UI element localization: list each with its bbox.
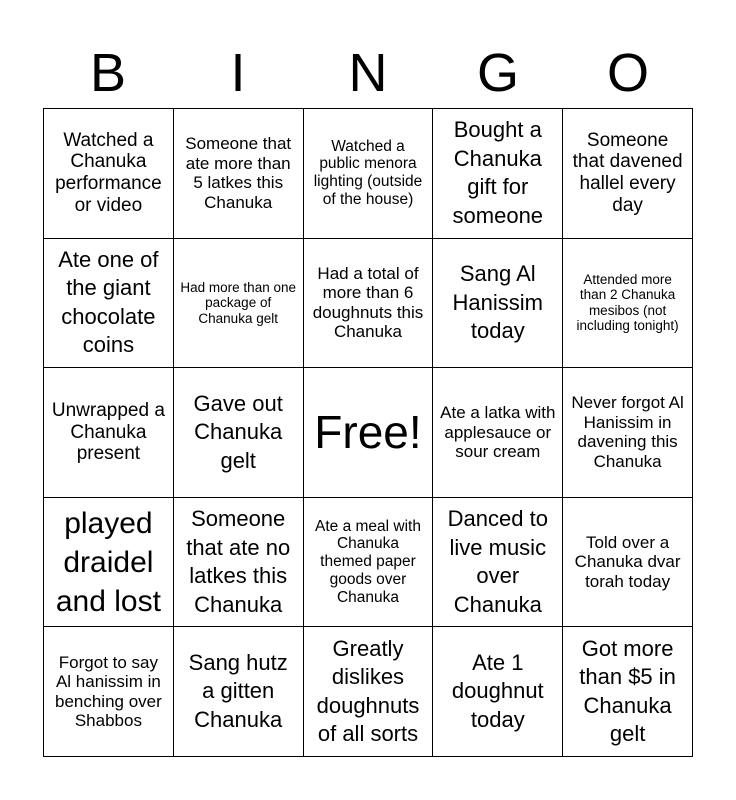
bingo-cell[interactable]: Unwrapped a Chanuka present [44, 368, 174, 498]
bingo-cell[interactable]: Sang Al Hanissim today [433, 239, 563, 369]
bingo-cell[interactable]: Gave out Chanuka gelt [174, 368, 304, 498]
bingo-cell[interactable]: Someone that ate no latkes this Chanuka [174, 498, 304, 628]
bingo-cell[interactable]: Watched a public menora lighting (outside of the house) [304, 109, 434, 239]
header-letter-o: O [606, 43, 649, 103]
bingo-cell[interactable]: played draidel and lost [44, 498, 174, 628]
bingo-cell[interactable]: Forgot to say Al hanissim in benching over Shabbos [44, 627, 174, 757]
bingo-card-grid [43, 108, 693, 757]
bingo-cell[interactable]: Told over a Chanuka dvar torah today [563, 498, 693, 628]
header-letter-i: I [230, 43, 246, 103]
bingo-cell[interactable]: Ate one of the giant chocolate coins [44, 239, 174, 369]
bingo-cell[interactable]: Had more than one package of Chanuka gelt [174, 239, 304, 369]
bingo-cell[interactable]: Ate a latka with applesauce or sour cream [433, 368, 563, 498]
bingo-cell[interactable]: Someone that ate more than 5 latkes this Chanuka [174, 109, 304, 239]
bingo-cell[interactable]: Ate a meal with Chanuka themed paper goods over Chanuka [304, 498, 434, 628]
bingo-cell[interactable]: Bought a Chanuka gift for someone [433, 109, 563, 239]
bingo-cell[interactable]: Ate 1 doughnut today [433, 627, 563, 757]
bingo-cell[interactable]: Danced to live music over Chanuka [433, 498, 563, 628]
bingo-header [43, 38, 693, 108]
bingo-cell[interactable]: Sang hutz a gitten Chanuka [174, 627, 304, 757]
header-letter-b: B [89, 43, 127, 103]
free-space[interactable]: Free! [304, 368, 434, 498]
header-letter-g: G [476, 43, 519, 103]
bingo-cell[interactable]: Had a total of more than 6 doughnuts this Chanuka [304, 239, 434, 369]
bingo-cell[interactable]: Watched a Chanuka performance or video [44, 109, 174, 239]
bingo-cell[interactable]: Never forgot Al Hanissim in davening this Chanuka [563, 368, 693, 498]
bingo-cell[interactable]: Greatly dislikes doughnuts of all sorts [304, 627, 434, 757]
bingo-cell[interactable]: Attended more than 2 Chanuka mesibos (not including tonight) [563, 239, 693, 369]
header-letter-n: N [348, 43, 388, 103]
bingo-cell[interactable]: Got more than $5 in Chanuka gelt [563, 627, 693, 757]
bingo-cell[interactable]: Someone that davened hallel every day [563, 109, 693, 239]
